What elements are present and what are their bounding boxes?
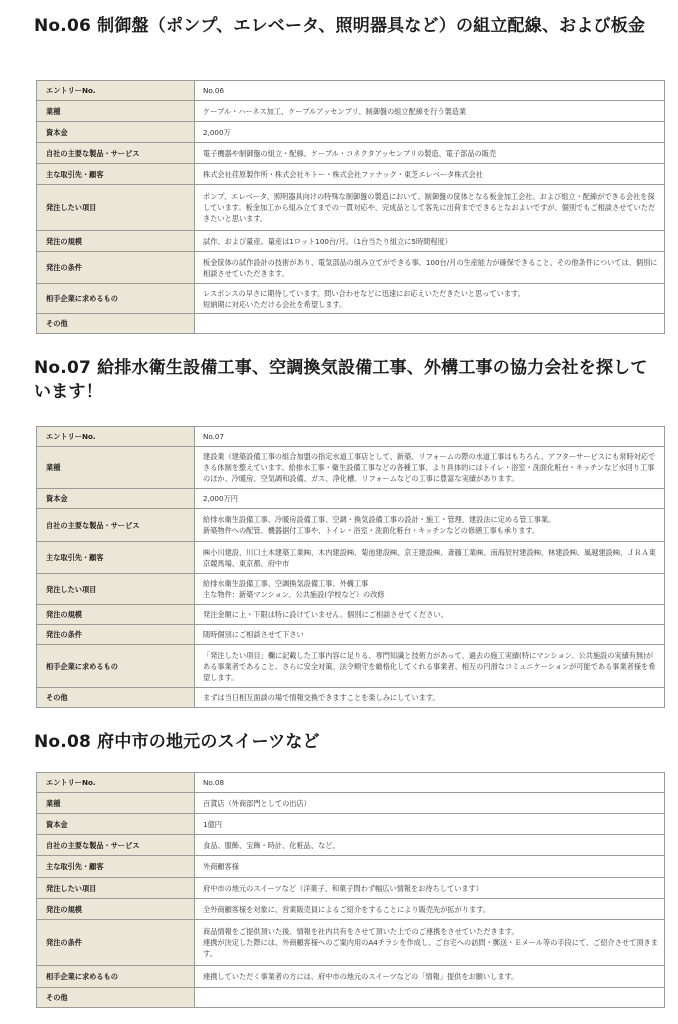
value-entry-no: No.06 [195, 81, 665, 101]
label-partner-requirements: 相手企業に求めるもの [37, 284, 195, 314]
label-order-scale: 発注の規模 [37, 605, 195, 625]
row-main-products [37, 143, 665, 164]
row-order-items [37, 878, 665, 899]
value-main-products: 食品、服飾、宝飾・時計、化粧品、など。 [195, 835, 665, 856]
cell-line: レスポンスの早さに期待しています。問い合わせなどに迅速にお応えいただきたいと思っています。 [203, 288, 525, 298]
label-entry-no: エントリーNo. [37, 81, 195, 101]
value-order-scale: 全外商顧客様を対象に、営業販売員によるご紹介をすることにより販売先が拡がります。 [195, 899, 665, 920]
row-order-conditions [37, 252, 665, 284]
label-order-conditions: 発注の条件 [37, 625, 195, 645]
label-other: その他 [37, 314, 195, 334]
value-entry-no: No.08 [195, 773, 665, 793]
label-capital: 資本金 [37, 489, 195, 509]
row-order-scale [37, 605, 665, 625]
value-main-clients: ㈱小川建設、川口土木建築工業㈱、木内建設㈱、菊池建設㈱、京王建設㈱、斎藤工業㈱、南海辰村建設㈱、林建設㈱、風越建設㈱、ＪＲＡ東京競馬場、東京都、府中市 [195, 542, 665, 574]
cell-line: 給排水衛生設備工事、冷暖房設備工事、空調・換気設備工事の設計・施工・管理、建設法に定める管工事業。 [203, 515, 556, 524]
row-order-scale [37, 231, 665, 252]
row-entry-no [37, 81, 665, 101]
row-industry [37, 101, 665, 122]
value-partner-requirements: 連携していただく事業者の方には、府中市の地元のスイーツなどの「情報」提供をお願いします。 [195, 966, 665, 988]
value-main-products [195, 509, 665, 542]
value-capital: 2,000万 [195, 122, 665, 143]
cell-line: 給排水衛生設備工事、空調換気設備工事、外構工事 [203, 579, 369, 588]
row-other [37, 314, 665, 334]
label-main-clients: 主な取引先・顧客 [37, 542, 195, 574]
row-main-products [37, 835, 665, 856]
value-other [195, 314, 665, 334]
label-order-items: 発注したい項目 [37, 878, 195, 899]
label-industry: 業種 [37, 793, 195, 814]
value-industry: 建設業（建築設備工事の組合加盟の指定水道工事店として、新築、リフォームの際の水道工事はもちろん、アフターサービスにも常時対応できる体制を整えています。給排水工事・衛生設備工事などの各種工事、より具体的にはトイレ・浴室・洗面化粧台・キッチンなど水回り工事のほか、冷暖房、空気調和設備、ガス、浄化槽、リフォームなどの工事に豊富な実績があります。 [195, 447, 665, 489]
value-order-scale: 試作、および量産。量産は1ロット100台/月。（1台当たり組立に5時間程度） [195, 231, 665, 252]
row-order-conditions [37, 920, 665, 966]
entry-title: No.07 給排水衛生設備工事、空調換気設備工事、外構工事の協力会社を探しています！ [34, 358, 648, 402]
label-order-items: 発注したい項目 [37, 574, 195, 605]
label-order-items: 発注したい項目 [37, 185, 195, 231]
entry-table [36, 772, 665, 1008]
cell-line: 新築物件への配管、機器据付工事や、トイレ・浴室・洗面化粧台・キッチンなどの修繕工事も承ります。 [203, 526, 540, 535]
label-main-products: 自社の主要な製品・サービス [37, 143, 195, 164]
label-industry: 業種 [37, 101, 195, 122]
value-partner-requirements [195, 284, 665, 314]
value-partner-requirements: 「発注したい項目」欄に記載した工事内容に足りる、専門知識と技術力があって、過去の施工実績(特にマンション、公共施設の実績有無)がある事業者であること。さらに安全対策、法令順守を厳格化してくれる事業者、相互の円滑なコミュニケーションが可能である事業者様を希望します。 [195, 645, 665, 688]
row-main-clients [37, 164, 665, 185]
label-main-products: 自社の主要な製品・サービス [37, 509, 195, 542]
label-capital: 資本金 [37, 122, 195, 143]
row-main-clients [37, 856, 665, 878]
value-entry-no: No.07 [195, 427, 665, 447]
row-order-items [37, 185, 665, 231]
value-other [195, 988, 665, 1008]
row-order-conditions [37, 625, 665, 645]
value-order-conditions: 板金筐体の試作設計の技術があり、電気部品の組み立てができる事。100台/月の生産能力が確保できること。その他条件については、個別に相談させていただきます。 [195, 252, 665, 284]
value-order-scale: 発注金額に上・下限は特に設けていません。個別にご相談させてください。 [195, 605, 665, 625]
label-order-conditions: 発注の条件 [37, 920, 195, 966]
label-entry-no: エントリーNo. [37, 427, 195, 447]
cell-line: 主な物件：新築マンション、公共施設(学校など）の改修 [203, 590, 385, 599]
entry-table [36, 426, 665, 708]
row-other [37, 688, 665, 708]
value-other: まずは当日相互面談の場で情報交換できますことを楽しみにしています。 [195, 688, 665, 708]
entry-title: No.08 府中市の地元のスイーツなど [34, 732, 320, 752]
label-other: その他 [37, 988, 195, 1008]
value-main-clients: 株式会社荏原製作所・株式会社キトー・株式会社ファナック・東芝エレベータ株式会社 [195, 164, 665, 185]
value-order-items [195, 574, 665, 605]
label-order-scale: 発注の規模 [37, 231, 195, 252]
label-partner-requirements: 相手企業に求めるもの [37, 645, 195, 688]
label-order-conditions: 発注の条件 [37, 252, 195, 284]
row-capital [37, 122, 665, 143]
cell-line: 連携が決定した際には、外商顧客様へのご案内用のA4チラシを作成し、ご自宅への訪問・郵送・Ｅメール等の手段にて、ご紹介させて頂きます。 [203, 938, 658, 958]
label-entry-no: エントリーNo. [37, 773, 195, 793]
label-other: その他 [37, 688, 195, 708]
value-industry: ケーブル・ハーネス加工、ケーブルアッセンブリ、制御盤の組立配線を行う製造業 [195, 101, 665, 122]
row-capital [37, 489, 665, 509]
value-industry: 百貨店（外商部門としての出店） [195, 793, 665, 814]
row-capital [37, 814, 665, 835]
row-industry [37, 447, 665, 489]
row-entry-no [37, 427, 665, 447]
row-entry-no [37, 773, 665, 793]
row-industry [37, 793, 665, 814]
row-other [37, 988, 665, 1008]
value-main-products: 電子機器や制御盤の組立・配線、ケーブル・コネクタアッセンブリの製造、電子部品の販売 [195, 143, 665, 164]
cell-line: 短納期に対応いただける会社を希望します。 [203, 299, 347, 309]
value-order-conditions [195, 920, 665, 966]
label-industry: 業種 [37, 447, 195, 489]
label-capital: 資本金 [37, 814, 195, 835]
label-main-products: 自社の主要な製品・サービス [37, 835, 195, 856]
row-partner-requirements [37, 966, 665, 988]
entry-title: No.06 制御盤（ポンプ、エレベータ、照明器具など）の組立配線、および板金 [34, 16, 646, 36]
value-order-items: 府中市の地元のスイーツなど（洋菓子、和菓子問わず幅広い情報をお待ちしています） [195, 878, 665, 899]
entry-table [36, 80, 665, 334]
value-capital: 1億円 [195, 814, 665, 835]
row-main-products [37, 509, 665, 542]
row-partner-requirements [37, 645, 665, 688]
row-partner-requirements [37, 284, 665, 314]
label-partner-requirements: 相手企業に求めるもの [37, 966, 195, 988]
value-main-clients: 外商顧客様 [195, 856, 665, 878]
row-main-clients [37, 542, 665, 574]
value-order-conditions: 随時個別にご相談させて下さい [195, 625, 665, 645]
cell-line: 商品情報をご提供頂いた後、情報を社内共有をさせて頂いた上でのご連携をさせていただきます。 [203, 927, 519, 936]
row-order-scale [37, 899, 665, 920]
value-capital: 2,000万円 [195, 489, 665, 509]
row-order-items [37, 574, 665, 605]
label-order-scale: 発注の規模 [37, 899, 195, 920]
label-main-clients: 主な取引先・顧客 [37, 164, 195, 185]
value-order-items: ポンプ、エレベータ、照明器具向けの特殊な制御盤の製造において、制御盤の筐体となる板金加工会社、および組立・配線ができる会社を探しています。板金加工から組み立てまでの一貫対応や、完成品として客先に出荷までできるとなおよいですが、個別でもご相談させていただきたいと思います。 [195, 185, 665, 231]
label-main-clients: 主な取引先・顧客 [37, 856, 195, 878]
